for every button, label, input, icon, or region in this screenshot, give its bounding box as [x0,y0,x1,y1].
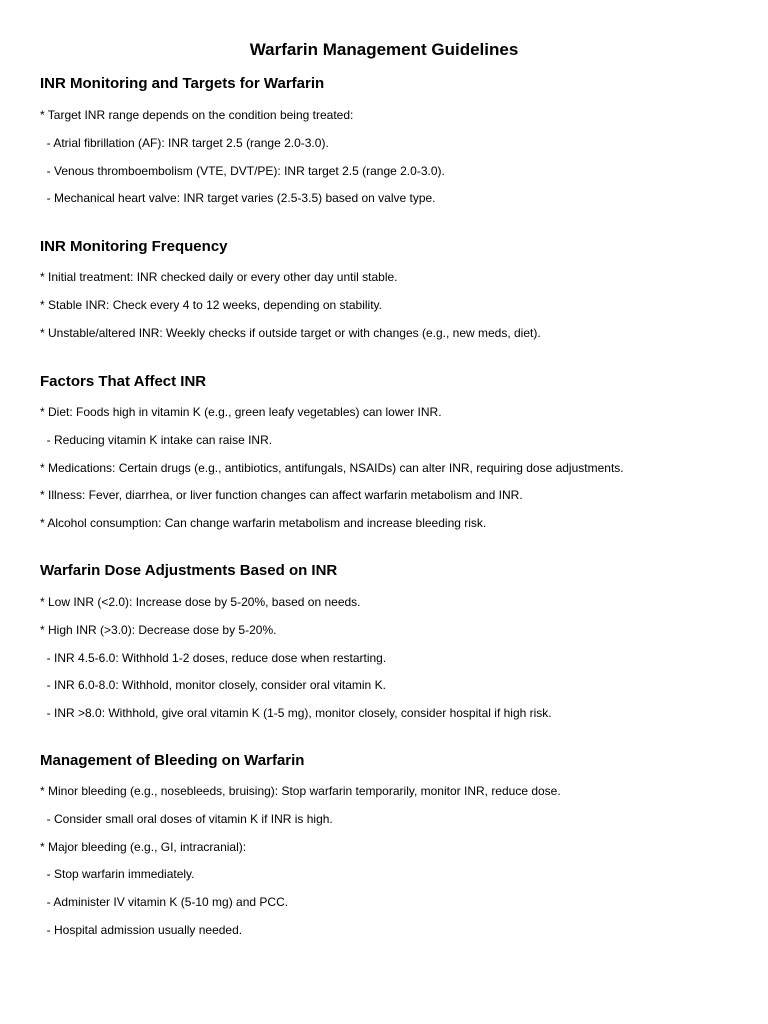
section-heading-inr-targets: INR Monitoring and Targets for Warfarin [40,75,325,92]
sub-bullet-line: - Consider small oral doses of vitamin K if INR is high. [40,812,333,826]
bullet-line: * Stable INR: Check every 4 to 12 weeks, depending on stability. [40,298,382,312]
sub-bullet-line: - Mechanical heart valve: INR target varies (2.5-3.5) based on valve type. [40,191,436,205]
bullet-line: * Diet: Foods high in vitamin K (e.g., green leafy vegetables) can lower INR. [40,405,442,419]
sub-bullet-line: - Stop warfarin immediately. [40,867,195,881]
bullet-line: * Major bleeding (e.g., GI, intracranial): [40,840,247,854]
bullet-line: * Minor bleeding (e.g., nosebleeds, bruising): Stop warfarin temporarily, monitor INR, reduce dose. [40,784,561,798]
sub-bullet-line: - Venous thromboembolism (VTE, DVT/PE): INR target 2.5 (range 2.0-3.0). [40,164,445,178]
bullet-line: * Low INR (<2.0): Increase dose by 5-20%, based on needs. [40,595,361,609]
bullet-line: * Alcohol consumption: Can change warfarin metabolism and increase bleeding risk. [40,516,487,530]
sub-bullet-line: - Reducing vitamin K intake can raise INR. [40,433,273,447]
bullet-line: * Initial treatment: INR checked daily or every other day until stable. [40,270,398,284]
bullet-line: * Unstable/altered INR: Weekly checks if outside target or with changes (e.g., new meds, diet). [40,326,541,340]
section-heading-bleeding-management: Management of Bleeding on Warfarin [40,752,305,769]
bullet-line: * Target INR range depends on the condition being treated: [40,108,354,122]
sub-bullet-line: - Atrial fibrillation (AF): INR target 2.5 (range 2.0-3.0). [40,136,329,150]
bullet-line: * High INR (>3.0): Decrease dose by 5-20%. [40,623,277,637]
bullet-line: * Illness: Fever, diarrhea, or liver function changes can affect warfarin metabolism and INR. [40,488,523,502]
document-title: Warfarin Management Guidelines [249,40,519,59]
section-heading-factors-affect-inr: Factors That Affect INR [40,373,207,390]
bullet-line: * Medications: Certain drugs (e.g., antibiotics, antifungals, NSAIDs) can alter INR, requiring dose adjustments. [40,461,624,475]
section-heading-monitoring-frequency: INR Monitoring Frequency [40,238,228,255]
sub-bullet-line: - Hospital admission usually needed. [40,923,243,937]
sub-bullet-line: - INR 4.5-6.0: Withhold 1-2 doses, reduce dose when restarting. [40,651,387,665]
sub-bullet-line: - Administer IV vitamin K (5-10 mg) and PCC. [40,895,289,909]
sub-bullet-line: - INR 6.0-8.0: Withhold, monitor closely, consider oral vitamin K. [40,678,386,692]
sub-bullet-line: - INR >8.0: Withhold, give oral vitamin K (1-5 mg), monitor closely, consider hospital if high risk. [40,706,552,720]
section-heading-dose-adjustments: Warfarin Dose Adjustments Based on INR [40,562,338,579]
